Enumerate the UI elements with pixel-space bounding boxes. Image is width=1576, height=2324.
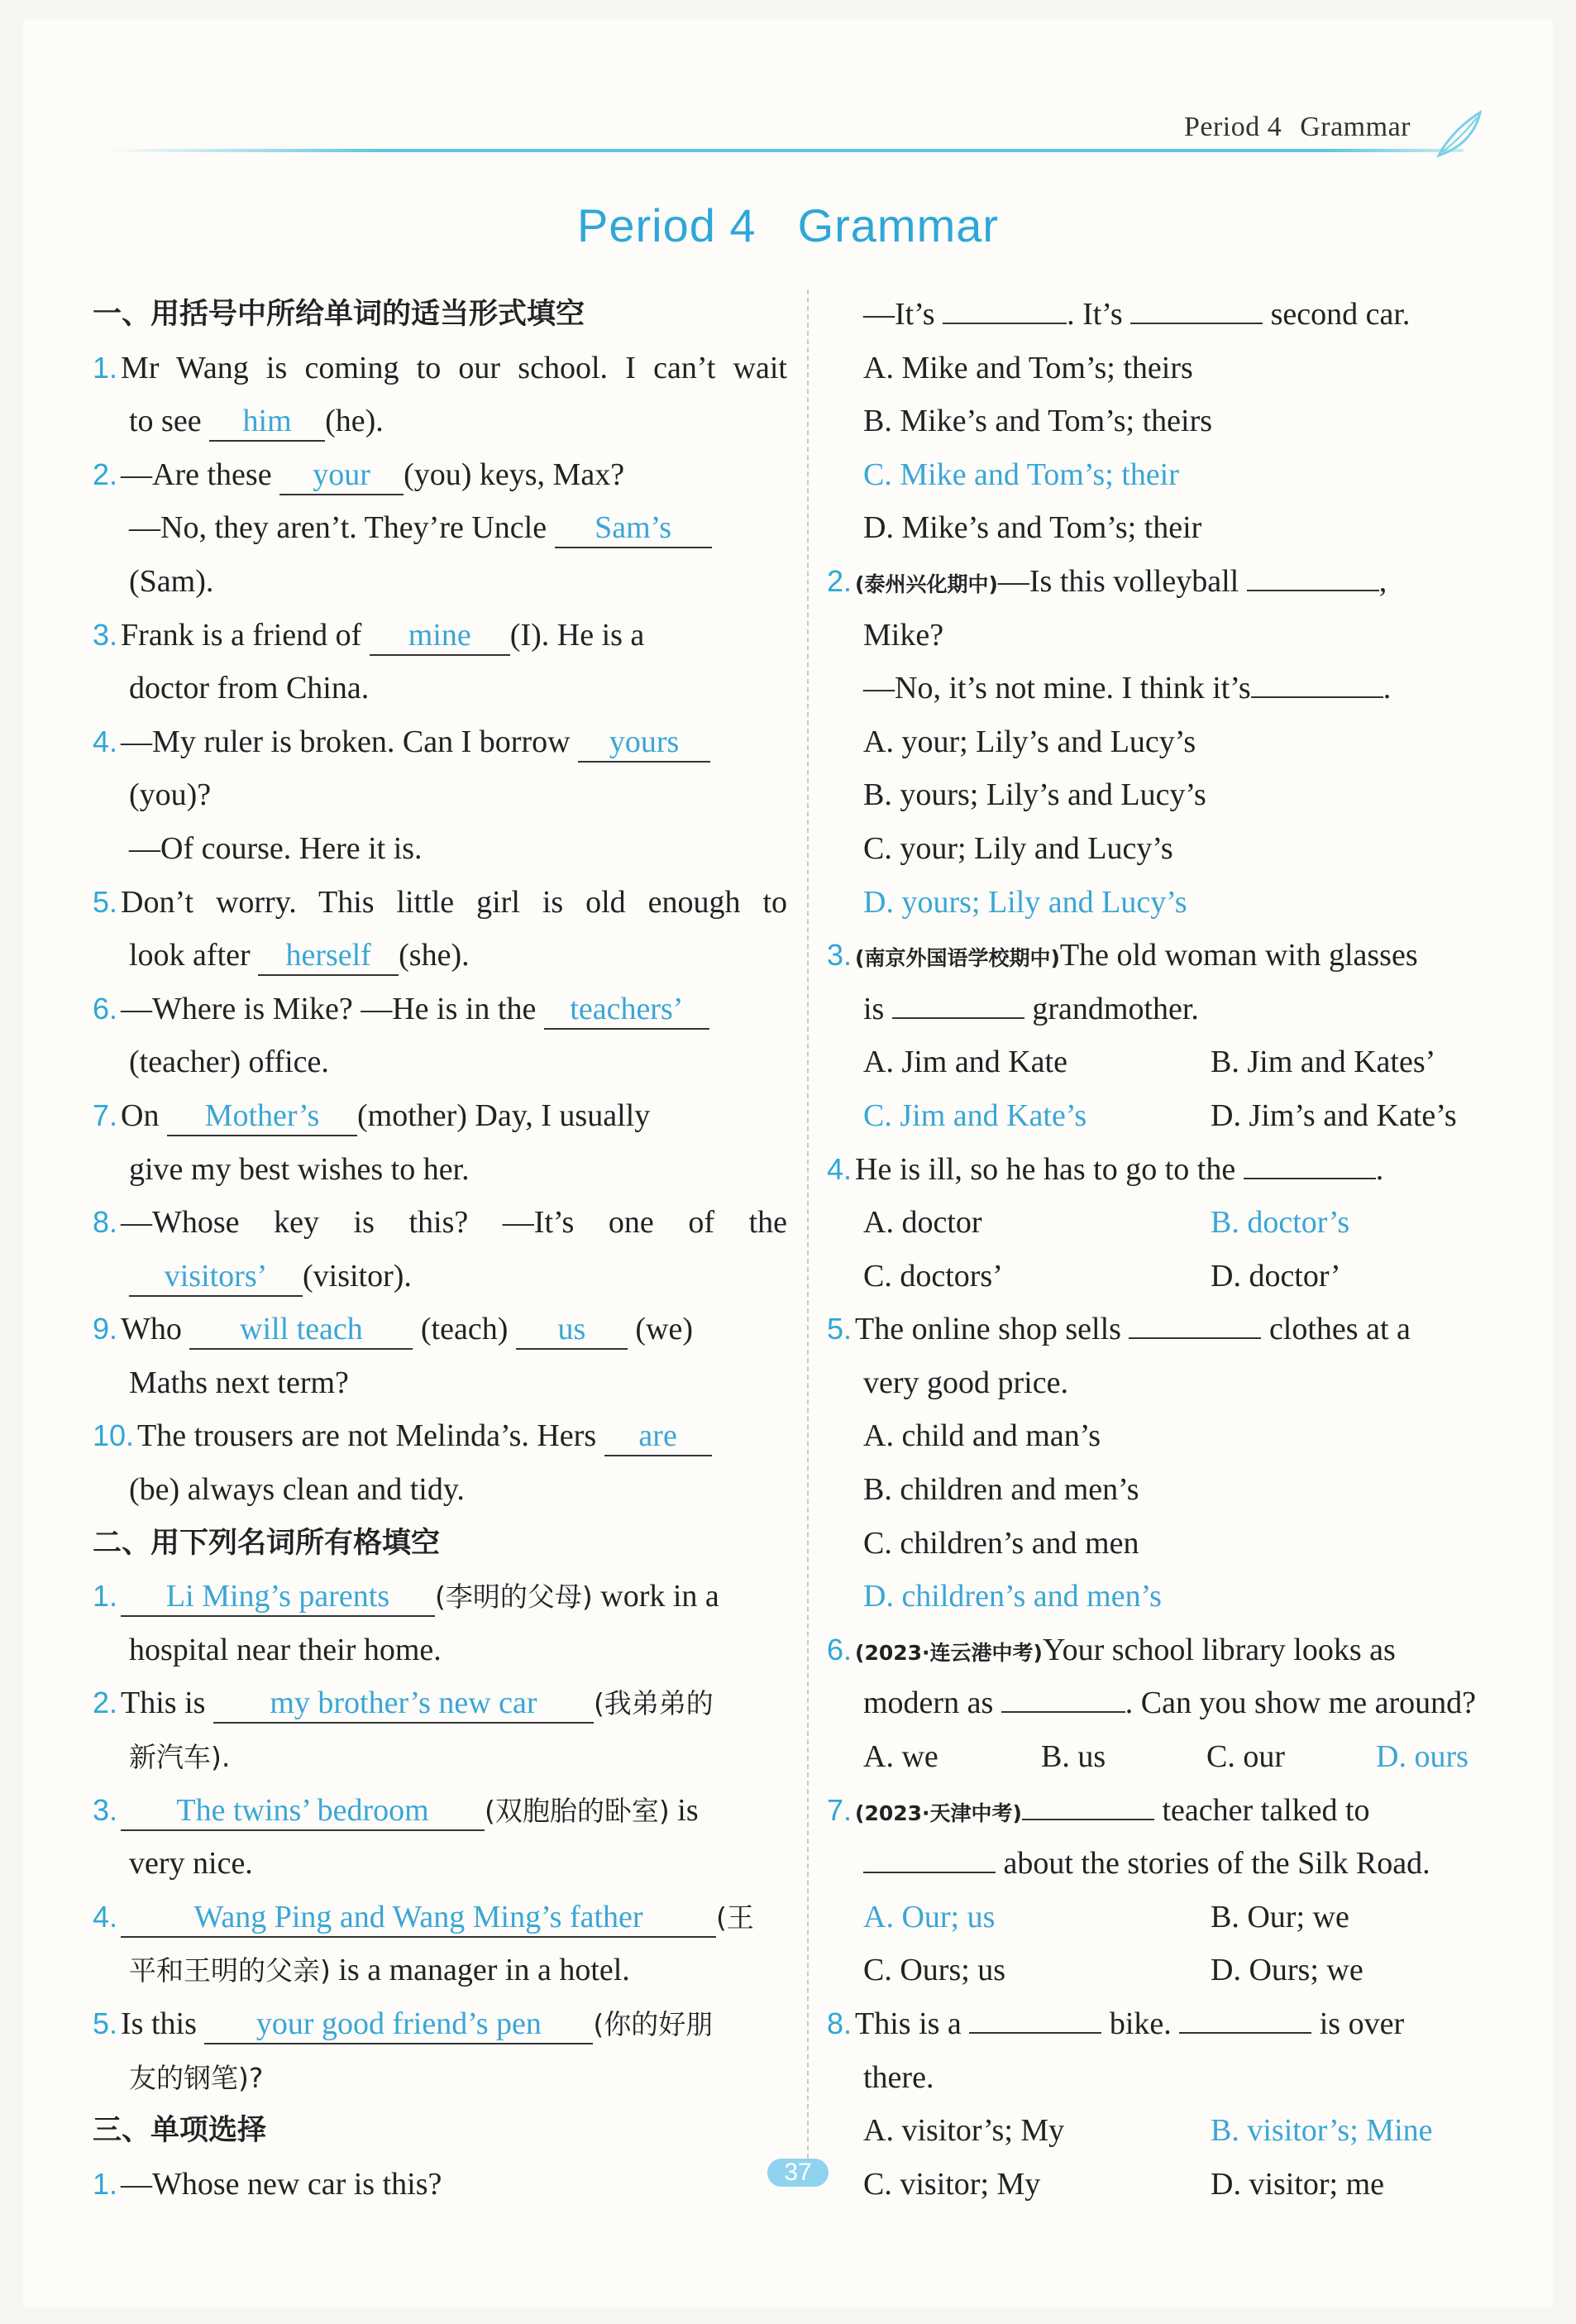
question-number: 5.: [93, 884, 118, 919]
answer-blank[interactable]: are: [604, 1417, 712, 1456]
answer-blank[interactable]: yours: [578, 723, 710, 763]
option-correct[interactable]: B. visitor’s; Mine: [1211, 2113, 1433, 2149]
question-text: —No, it’s not mine. I think it’s: [863, 671, 1251, 706]
option-correct[interactable]: D. yours; Lily and Lucy’s: [863, 884, 1187, 920]
option-correct[interactable]: A. Our; us: [863, 1899, 996, 1934]
answer-blank[interactable]: [1129, 1337, 1261, 1339]
question-text: —Where is Mike? —He is in the: [121, 991, 537, 1026]
question-3-5-cont: [827, 1356, 1521, 1410]
option[interactable]: D. Jim’s and Kate’s: [1211, 1097, 1457, 1133]
question-text: On: [121, 1097, 160, 1133]
question-3-2: 2. (泰州兴化期中)—Is this volleyball ,: [827, 563, 1387, 599]
answer-blank[interactable]: my brother’s new car: [213, 1684, 594, 1724]
question-number: 1.: [93, 350, 118, 385]
question-text: give my best wishes to her.: [129, 1151, 470, 1187]
option[interactable]: D. visitor; me: [1211, 2166, 1385, 2202]
answer-blank[interactable]: [1251, 696, 1383, 698]
header-rule: [107, 149, 1464, 152]
question-1-9-cont: [93, 1356, 787, 1410]
question-text: clothes at a: [1268, 1312, 1411, 1347]
question-2-5-cont: [93, 2051, 787, 2105]
question-text: Your school library looks as: [1042, 1632, 1396, 1667]
question-text: there.: [863, 2059, 934, 2095]
option[interactable]: B. Mike’s and Tom’s; theirs: [863, 404, 1213, 439]
option[interactable]: C. Ours; us: [863, 1953, 1006, 1988]
question-number: 6.: [827, 1632, 852, 1666]
leaf-icon: [1430, 106, 1488, 164]
option-correct[interactable]: D. children’s and men’s: [863, 1579, 1162, 1614]
question-1-1-cont: [93, 395, 787, 448]
question-2-3: [93, 1784, 787, 1838]
question-1-9: [93, 1303, 787, 1356]
question-text: (teacher) office.: [129, 1045, 329, 1080]
question-3-2-cont2: —No, it’s not mine. I think it’s .: [863, 671, 1392, 706]
question-text: (she).: [399, 938, 470, 973]
question-number: 1.: [93, 2166, 118, 2201]
options-row: [827, 2158, 1521, 2212]
options-row: [827, 1250, 1521, 1303]
question-text: work in a: [600, 1579, 719, 1614]
answer-blank[interactable]: teachers’: [544, 990, 709, 1030]
question-2-1-cont: [93, 1623, 787, 1677]
question-text: is over: [1319, 2006, 1405, 2041]
options-row: [827, 1035, 1521, 1089]
answer-blank[interactable]: [892, 1017, 1024, 1019]
option-correct[interactable]: B. doctor’s: [1211, 1205, 1350, 1241]
question-text: very good price.: [863, 1365, 1068, 1400]
option-correct[interactable]: C. Jim and Kate’s: [863, 1097, 1087, 1133]
answer-blank[interactable]: [1179, 2032, 1311, 2034]
option[interactable]: B. Our; we: [1211, 1899, 1349, 1934]
option[interactable]: D. Ours; we: [1211, 1953, 1363, 1988]
chinese-hint: (你的好朋: [593, 2008, 714, 2040]
question-text: (mother) Day, I usually: [356, 1097, 651, 1133]
options-row: [827, 1089, 1521, 1143]
question-1-6-cont: [93, 1035, 787, 1089]
chinese-hint: 友的钢笔)?: [129, 2061, 264, 2094]
options-row: [827, 1196, 1521, 1250]
question-number: 3.: [827, 938, 852, 973]
title-topic: Grammar: [797, 199, 1000, 251]
question-text: (I). He is a: [509, 617, 645, 653]
title-period: Period 4: [576, 199, 757, 251]
answer-blank[interactable]: Wang Ping and Wang Ming’s father: [121, 1898, 716, 1938]
question-3-3: [827, 929, 1521, 983]
chinese-hint: (我弟弟的: [593, 1687, 714, 1720]
chinese-hint: (李明的父母): [435, 1580, 593, 1614]
option[interactable]: A. visitor’s; My: [863, 2113, 1065, 2149]
question-2-2-cont: [93, 1730, 787, 1784]
question-number: 4.: [827, 1151, 852, 1186]
answer-blank[interactable]: herself: [258, 936, 399, 976]
question-text: (be) always clean and tidy.: [129, 1472, 465, 1508]
option[interactable]: C. our: [1206, 1739, 1285, 1775]
option[interactable]: A. Mike and Tom’s; theirs: [863, 350, 1193, 385]
section-2-title: 二、用下列名词所有格填空: [93, 1526, 441, 1560]
question-number: 6.: [93, 991, 118, 1026]
question-text: is: [677, 1792, 699, 1828]
question-text: about the stories of the Silk Road.: [1003, 1846, 1430, 1882]
options-row: [827, 1730, 1521, 1784]
question-number: 2.: [827, 563, 852, 598]
answer-blank[interactable]: [1247, 590, 1379, 591]
question-3-5: [827, 1303, 1521, 1356]
question-text: The old woman with glasses: [1059, 938, 1418, 973]
question-number: 7.: [93, 1097, 118, 1132]
question-1-4-cont: [93, 768, 787, 822]
question-2-1: [93, 1570, 787, 1623]
running-header: [1166, 112, 1411, 143]
answer-blank[interactable]: your: [279, 456, 404, 495]
question-1-7-cont: [93, 1143, 787, 1197]
options-row: [827, 1891, 1521, 1944]
option[interactable]: A. we: [863, 1739, 938, 1775]
question-1-2-cont2: [93, 555, 787, 609]
option[interactable]: D. doctor’: [1211, 1258, 1341, 1294]
question-1-3-cont: [93, 662, 787, 715]
source-tag: (2023·天津中考): [855, 1800, 1022, 1825]
question-2-5: [93, 1997, 787, 2051]
question-text: (he).: [325, 404, 384, 439]
question-text: This is a: [855, 2006, 962, 2041]
answer-blank[interactable]: visitors’: [129, 1257, 303, 1297]
question-text: . It’s: [1067, 297, 1123, 332]
question-1-4-cont2: [93, 822, 787, 876]
question-text: He is ill, so he has to go to the: [855, 1151, 1236, 1187]
question-text: —Whose key is this? —It’s one of the: [121, 1205, 787, 1241]
question-text: hospital near their home.: [129, 1632, 442, 1667]
right-column: [827, 288, 1521, 2211]
question-text: Mr Wang is coming to our school. I can’t wait: [121, 350, 787, 385]
question-text: —Is this volleyball: [997, 563, 1239, 599]
question-1-2-cont: [93, 501, 787, 555]
chinese-hint: 平和王明的父亲): [129, 1954, 331, 1987]
question-number: 4.: [93, 1899, 118, 1934]
option[interactable]: C. doctors’: [863, 1258, 1003, 1294]
question-number: 10.: [93, 1418, 135, 1453]
question-text: —Whose new car is this?: [121, 2166, 442, 2202]
question-text: —Are these: [121, 457, 272, 492]
options-row: [827, 2104, 1521, 2158]
question-1-5: [93, 876, 787, 930]
question-1-2: [93, 448, 787, 502]
option[interactable]: A. your; Lily’s and Lucy’s: [863, 724, 1196, 759]
answer-blank[interactable]: [943, 323, 1067, 324]
answer-blank[interactable]: [1022, 1819, 1154, 1820]
question-text: Mike?: [863, 617, 944, 653]
header-topic: Grammar: [1300, 112, 1411, 142]
source-tag: (2023·连云港中考): [855, 1640, 1043, 1665]
answer-blank[interactable]: [1130, 323, 1263, 324]
question-number: 8.: [93, 1205, 118, 1240]
option[interactable]: B. us: [1041, 1739, 1106, 1775]
answer-blank[interactable]: [1244, 1178, 1376, 1179]
question-text: grandmother.: [1032, 991, 1199, 1026]
question-text: bike.: [1109, 2006, 1172, 2041]
column-divider: [807, 289, 809, 2183]
answer-blank[interactable]: [863, 1872, 996, 1873]
answer-blank[interactable]: [1001, 1711, 1125, 1713]
question-1-10-cont: [93, 1463, 787, 1517]
option[interactable]: A. child and man’s: [863, 1418, 1101, 1454]
question-number: 9.: [93, 1312, 118, 1346]
question-text: Frank is a friend of: [121, 617, 362, 653]
page-number: 37: [767, 2159, 829, 2187]
question-1-3: [93, 609, 787, 662]
question-2-2: [93, 1676, 787, 1730]
page-title: [0, 198, 1576, 252]
question-1-1: [93, 342, 787, 395]
question-3-4: 4. He is ill, so he has to go to the .: [827, 1151, 1384, 1187]
question-1-7: [93, 1089, 787, 1143]
question-text: (we): [635, 1312, 693, 1347]
answer-blank[interactable]: him: [209, 402, 325, 442]
question-text: (you) keys, Max?: [404, 457, 625, 492]
question-text: —My ruler is broken. Can I borrow: [121, 724, 571, 759]
question-text: —It’s: [863, 297, 935, 332]
answer-blank[interactable]: The twins’ bedroom: [121, 1791, 485, 1831]
question-text: to see: [129, 404, 202, 439]
answer-blank[interactable]: your good friend’s pen: [204, 2005, 593, 2044]
question-text: Who: [121, 1312, 182, 1347]
question-number: 4.: [93, 724, 118, 758]
question-text: doctor from China.: [129, 671, 370, 706]
question-3-2-cont: [827, 609, 1521, 662]
question-text: (Sam).: [129, 563, 214, 599]
answer-blank[interactable]: us: [516, 1310, 628, 1350]
question-number: 7.: [827, 1792, 852, 1827]
question-text: —Of course. Here it is.: [129, 830, 423, 866]
question-1-8-cont: [93, 1250, 787, 1303]
options-row: [827, 1944, 1521, 1997]
question-text: This is: [121, 1686, 206, 1721]
question-2-4-cont: [93, 1944, 787, 1997]
left-column: [93, 288, 787, 2211]
question-number: 3.: [93, 1792, 118, 1827]
chinese-hint: (王: [716, 1901, 754, 1934]
option[interactable]: C. your; Lily and Lucy’s: [863, 830, 1173, 866]
option[interactable]: D. Mike’s and Tom’s; their: [863, 510, 1202, 546]
question-number: 8.: [827, 2006, 852, 2040]
question-text: is: [863, 991, 885, 1026]
question-number: 1.: [93, 1579, 118, 1614]
option[interactable]: C. children’s and men: [863, 1525, 1139, 1561]
question-text: Maths next term?: [129, 1365, 349, 1400]
question-2-4: [93, 1891, 787, 1944]
question-3-8-cont: [827, 2051, 1521, 2105]
question-1-6: [93, 983, 787, 1036]
answer-blank[interactable]: Li Ming’s parents: [121, 1577, 435, 1617]
question-text: very nice.: [129, 1846, 253, 1882]
option-correct[interactable]: D. ours: [1376, 1739, 1469, 1775]
option[interactable]: C. visitor; My: [863, 2166, 1041, 2202]
question-text: —No, they aren’t. They’re Uncle: [129, 510, 547, 546]
question-text: is a manager in a hotel.: [338, 1953, 630, 1988]
question-number: 3.: [93, 617, 118, 652]
answer-blank[interactable]: Sam’s: [555, 509, 712, 548]
question-number: 5.: [93, 2006, 118, 2040]
question-2-3-cont: [93, 1837, 787, 1891]
answer-blank[interactable]: Mother’s: [167, 1097, 357, 1136]
answer-blank[interactable]: [969, 2032, 1101, 2034]
question-3-6: [827, 1623, 1521, 1677]
chinese-hint: 新汽车).: [129, 1741, 231, 1774]
source-tag: (南京外国语学校期中): [855, 946, 1060, 971]
question-text: modern as: [863, 1686, 994, 1721]
question-text: (teach): [420, 1312, 509, 1347]
question-3-1-cont: [827, 288, 1521, 342]
section-3-title: 三、单项选择: [93, 2114, 267, 2148]
question-1-10: [93, 1409, 787, 1463]
question-number: 5.: [827, 1312, 852, 1346]
question-text: Is this: [121, 2006, 197, 2041]
question-text: (you)?: [129, 777, 212, 813]
option[interactable]: A. doctor: [863, 1205, 982, 1241]
question-number: 2.: [93, 1686, 118, 1720]
option[interactable]: B. children and men’s: [863, 1472, 1139, 1508]
question-1-4: [93, 715, 787, 769]
question-3-7-cont: [827, 1837, 1521, 1891]
question-1-8: [93, 1196, 787, 1250]
question-3-6-cont: [827, 1676, 1521, 1730]
answer-blank[interactable]: mine: [370, 616, 510, 656]
question-text: (visitor).: [303, 1258, 412, 1294]
chinese-hint: (双胞胎的卧室): [485, 1794, 670, 1827]
question-1-5-cont: [93, 929, 787, 983]
answer-blank[interactable]: will teach: [189, 1310, 413, 1350]
question-text: look after: [129, 938, 251, 973]
option[interactable]: B. yours; Lily’s and Lucy’s: [863, 777, 1206, 813]
question-text: second car.: [1270, 297, 1411, 332]
header-period: Period 4: [1183, 112, 1282, 142]
option-correct[interactable]: C. Mike and Tom’s; their: [863, 457, 1179, 492]
question-text: The trousers are not Melinda’s. Hers: [137, 1418, 597, 1454]
source-tag: (泰州兴化期中): [855, 571, 998, 596]
question-3-7: [827, 1784, 1521, 1838]
question-number: 2.: [93, 457, 118, 491]
section-1-title: 一、用括号中所给单词的适当形式填空: [93, 298, 585, 331]
question-text: Don’t worry. This little girl is old enough to: [121, 884, 787, 920]
question-3-1: [93, 2158, 787, 2212]
question-text: . Can you show me around?: [1125, 1686, 1476, 1721]
question-text: teacher talked to: [1162, 1792, 1370, 1828]
option[interactable]: B. Jim and Kates’: [1211, 1045, 1436, 1080]
question-3-8: [827, 1997, 1521, 2051]
question-text: The online shop sells: [855, 1312, 1121, 1347]
question-3-3-cont: [827, 983, 1521, 1036]
option[interactable]: A. Jim and Kate: [863, 1045, 1067, 1080]
